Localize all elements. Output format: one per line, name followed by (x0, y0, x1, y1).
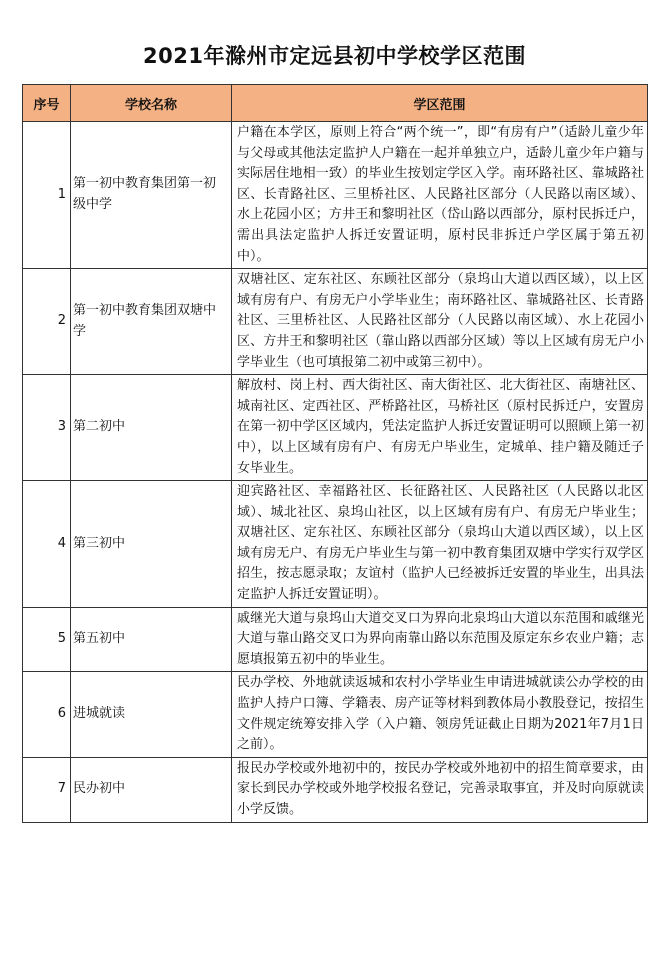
table-row (23, 375, 648, 481)
row-school: 第一初中教育集团双塘中学 (71, 269, 232, 375)
table-row (23, 481, 648, 608)
table-header-row (23, 85, 648, 122)
row-range: 民办学校、外地就读返城和农村小学毕业生申请进城就读公办学校的由监护人持户口簿、学籍表、房产证等材料到教体局小教股登记，按招生文件规定统筹安排入学（入户籍、领房凭证截止日期为2021年7月1日之前）。 (232, 672, 648, 757)
row-school: 民办初中 (71, 757, 232, 822)
row-range: 双塘社区、定东社区、东顾社区部分（泉坞山大道以西区域），以上区域有房有户、有房无户小学毕业生；南环路社区、靠城路社区、长青路社区、三里桥社区、人民路社区部分（人民路以南区域）、水上花园小区、方井王和黎明社区（靠山路以西部分区域）等以上区域有房无户小学毕业生（也可填报第二初中或第三初中）。 (232, 269, 648, 375)
header-index: 序号 (23, 85, 71, 122)
row-index: 3 (23, 375, 71, 481)
row-school: 第三初中 (71, 481, 232, 608)
row-school: 第二初中 (71, 375, 232, 481)
row-range: 戚继光大道与泉坞山大道交叉口为界向北泉坞山大道以东范围和戚继光大道与靠山路交叉口为界向南靠山路以东范围及原定东乡农业户籍；志愿填报第五初中的毕业生。 (232, 607, 648, 672)
row-school: 第五初中 (71, 607, 232, 672)
row-range: 户籍在本学区，原则上符合“两个统一”，即“有房有户”（适龄儿童少年与父母或其他法定监护人户籍在一起并单独立户，适龄儿童少年户籍与实际居住地相一致）的毕业生按划定学区入学。南环路社区、靠城路社区、长青路社区、三里桥社区、人民路社区部分（人民路以南区域）、水上花园小区；方井王和黎明社区（岱山路以西部分，原村民拆迁户，需出具法定监护人拆迁安置证明，原村民非拆迁户学区属于第五初中）。 (232, 122, 648, 269)
table-row (23, 607, 648, 672)
table-row (23, 122, 648, 269)
header-range: 学区范围 (232, 85, 648, 122)
row-index: 5 (23, 607, 71, 672)
row-index: 7 (23, 757, 71, 822)
header-school: 学校名称 (71, 85, 232, 122)
row-school: 第一初中教育集团第一初级中学 (71, 122, 232, 269)
row-index: 1 (23, 122, 71, 269)
row-index: 6 (23, 672, 71, 757)
table-row (23, 269, 648, 375)
table-row (23, 672, 648, 757)
row-range: 迎宾路社区、幸福路社区、长征路社区、人民路社区（人民路以北区域）、城北社区、泉坞山社区，以上区域有房有户、有房无户毕业生；双塘社区、定东社区、东顾社区部分（泉坞山大道以西区域），以上区域有房无户、有房无户毕业生与第一初中教育集团双塘中学实行双学区招生，按志愿录取；友谊村（监护人已经被拆迁安置的毕业生，出具法定监护人拆迁安置证明）。 (232, 481, 648, 608)
table-row (23, 757, 648, 822)
row-range: 报民办学校或外地初中的，按民办学校或外地初中的招生简章要求，由家长到民办学校或外地学校报名登记，完善录取事宜，并及时向原就读小学反馈。 (232, 757, 648, 822)
row-school: 进城就读 (71, 672, 232, 757)
row-index: 2 (23, 269, 71, 375)
row-range: 解放村、岗上村、西大街社区、南大街社区、北大街社区、南塘社区、城南社区、定西社区、严桥路社区，马桥社区（原村民拆迁户，安置房在第一初中学区区域内，凭法定监护人拆迁安置证明可以照顾上第一初中），以上区域有房有户、有房无户毕业生，定城单、挂户籍及随迁子女毕业生。 (232, 375, 648, 481)
school-district-table (22, 84, 648, 823)
row-index: 4 (23, 481, 71, 608)
page-title: 2021年滁州市定远县初中学校学区范围 (143, 44, 526, 68)
